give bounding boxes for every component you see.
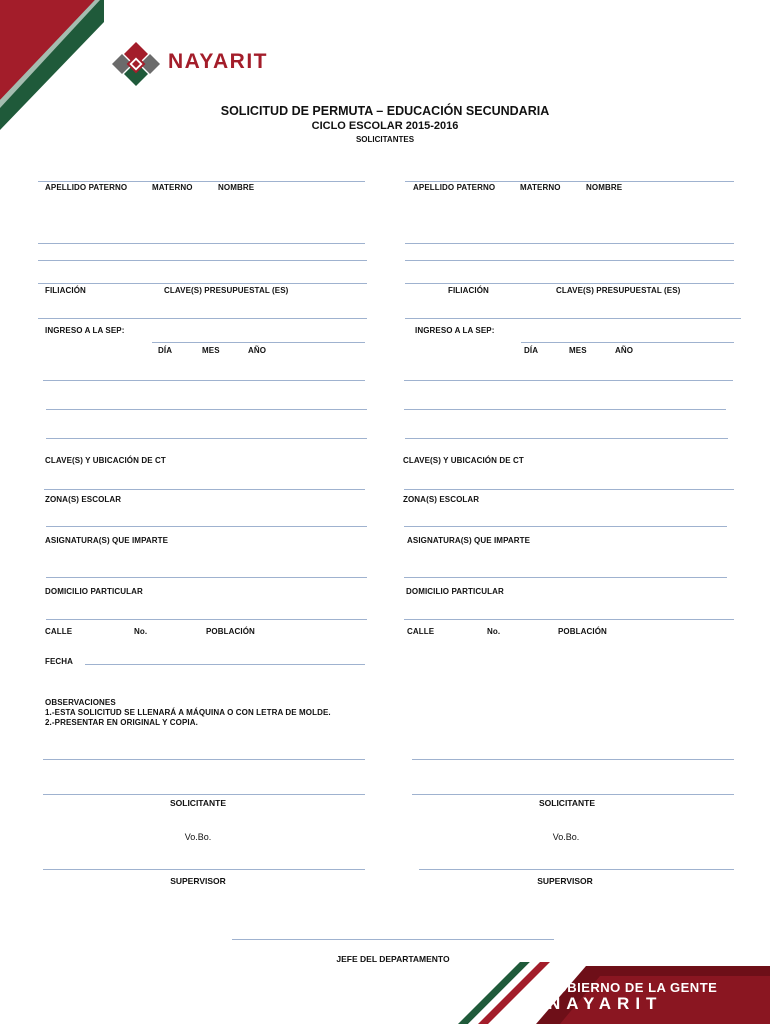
- section-heading: SOLICITANTES: [355, 135, 415, 144]
- left-domicilio-field[interactable]: [46, 619, 367, 620]
- right-materno-label: MATERNO: [520, 183, 561, 192]
- right-zonas-field[interactable]: [404, 526, 727, 527]
- right-claves-presupuestales-label: CLAVE(S) PRESUPUESTAL (ES): [556, 286, 681, 295]
- right-asignaturas-label: ASIGNATURA(S) QUE IMPARTE: [407, 536, 531, 545]
- right-blank-field-3[interactable]: [405, 438, 728, 439]
- left-blank-field-1[interactable]: [43, 380, 365, 381]
- right-ingreso-field[interactable]: [521, 342, 734, 343]
- left-claves-ct-label: CLAVE(S) Y UBICACIÓN DE CT: [45, 456, 166, 465]
- right-filiacion-top-line: [405, 283, 734, 284]
- left-signature-line-1[interactable]: [43, 759, 365, 760]
- right-calle-label: CALLE: [407, 627, 435, 636]
- right-vobo-label: Vo.Bo.: [552, 832, 580, 842]
- right-claves-ct-field[interactable]: [404, 489, 734, 490]
- left-solicitante-label: SOLICITANTE: [169, 798, 227, 808]
- observaciones-line-2: 2.-PRESENTAR EN ORIGINAL Y COPIA.: [45, 718, 198, 727]
- left-name-extra-field[interactable]: [38, 260, 367, 261]
- right-domicilio-field[interactable]: [404, 619, 734, 620]
- right-blank-field-2[interactable]: [404, 409, 726, 410]
- left-supervisor-label: SUPERVISOR: [170, 876, 226, 886]
- left-filiacion-field[interactable]: [38, 318, 367, 319]
- left-solicitante-signature-field[interactable]: [43, 794, 365, 795]
- left-blank-field-3[interactable]: [46, 438, 367, 439]
- right-dia-label: DÍA: [524, 346, 539, 355]
- right-mes-label: MES: [569, 346, 587, 355]
- left-supervisor-signature-field[interactable]: [43, 869, 365, 870]
- left-materno-label: MATERNO: [152, 183, 193, 192]
- left-nombre-label: NOMBRE: [218, 183, 255, 192]
- left-ingreso-field[interactable]: [152, 342, 365, 343]
- right-claves-ct-label: CLAVE(S) Y UBICACIÓN DE CT: [403, 456, 524, 465]
- observaciones-heading: OBSERVACIONES: [45, 698, 116, 707]
- right-nombre-label: NOMBRE: [586, 183, 623, 192]
- left-asignaturas-field[interactable]: [46, 577, 367, 578]
- observaciones-line-1: 1.-ESTA SOLICITUD SE LLENARÁ A MÁQUINA O CON LETRA DE MOLDE.: [45, 708, 331, 717]
- left-domicilio-label: DOMICILIO PARTICULAR: [45, 587, 143, 596]
- right-apellido-paterno-label: APELLIDO PATERNO: [413, 183, 496, 192]
- right-no-label: No.: [487, 627, 501, 636]
- right-supervisor-label: SUPERVISOR: [537, 876, 593, 886]
- jefe-signature-field[interactable]: [232, 939, 554, 940]
- left-mes-label: MES: [202, 346, 220, 355]
- footer-nayarit-text: NAYARIT: [548, 994, 663, 1013]
- right-solicitante-label: SOLICITANTE: [538, 798, 596, 808]
- left-claves-presupuestales-label: CLAVE(S) PRESUPUESTAL (ES): [164, 286, 289, 295]
- fecha-field[interactable]: [85, 664, 365, 665]
- left-asignaturas-label: ASIGNATURA(S) QUE IMPARTE: [45, 536, 169, 545]
- observaciones-block: [45, 698, 331, 727]
- right-asignaturas-field[interactable]: [404, 577, 727, 578]
- left-zonas-label: ZONA(S) ESCOLAR: [45, 495, 122, 504]
- fecha-label: FECHA: [45, 657, 74, 666]
- right-filiacion-field[interactable]: [405, 318, 741, 319]
- left-calle-label: CALLE: [45, 627, 73, 636]
- right-name-top-line: [405, 181, 734, 182]
- right-blank-field-1[interactable]: [404, 380, 733, 381]
- left-poblacion-label: POBLACIÓN: [206, 627, 255, 636]
- page-subtitle: CICLO ESCOLAR 2015-2016: [311, 120, 459, 132]
- right-domicilio-label: DOMICILIO PARTICULAR: [406, 587, 504, 596]
- footer-gobierno-text: GOBIERNO DE LA GENTE: [546, 980, 718, 995]
- right-anio-label: AÑO: [615, 346, 634, 355]
- logo-text: NAYARIT: [168, 50, 268, 73]
- left-filiacion-label: FILIACIÓN: [45, 286, 86, 295]
- left-dia-label: DÍA: [158, 346, 173, 355]
- right-signature-line-1[interactable]: [412, 759, 734, 760]
- right-solicitante-signature-field[interactable]: [412, 794, 734, 795]
- right-poblacion-label: POBLACIÓN: [558, 627, 607, 636]
- nayarit-logo: [108, 40, 298, 88]
- left-apellido-paterno-label: APELLIDO PATERNO: [45, 183, 128, 192]
- right-filiacion-label: FILIACIÓN: [448, 286, 489, 295]
- right-supervisor-signature-field[interactable]: [419, 869, 734, 870]
- jefe-label: JEFE DEL DEPARTAMENTO: [336, 954, 450, 964]
- right-zonas-label: ZONA(S) ESCOLAR: [403, 495, 480, 504]
- left-ingreso-sep-label: INGRESO A LA SEP:: [45, 326, 125, 335]
- left-zonas-field[interactable]: [46, 526, 367, 527]
- left-name-top-line: [38, 181, 365, 182]
- left-blank-field-2[interactable]: [46, 409, 367, 410]
- left-claves-ct-field[interactable]: [44, 489, 365, 490]
- right-name-field[interactable]: [405, 243, 734, 244]
- left-filiacion-top-line: [38, 283, 367, 284]
- left-vobo-label: Vo.Bo.: [184, 832, 212, 842]
- right-name-extra-field[interactable]: [405, 260, 734, 261]
- right-ingreso-sep-label: INGRESO A LA SEP:: [415, 326, 495, 335]
- left-name-field[interactable]: [38, 243, 365, 244]
- left-no-label: No.: [134, 627, 148, 636]
- left-anio-label: AÑO: [248, 346, 267, 355]
- logo-emblem-icon: [108, 40, 164, 88]
- page-title: SOLICITUD DE PERMUTA – EDUCACIÓN SECUNDARIA: [220, 104, 550, 118]
